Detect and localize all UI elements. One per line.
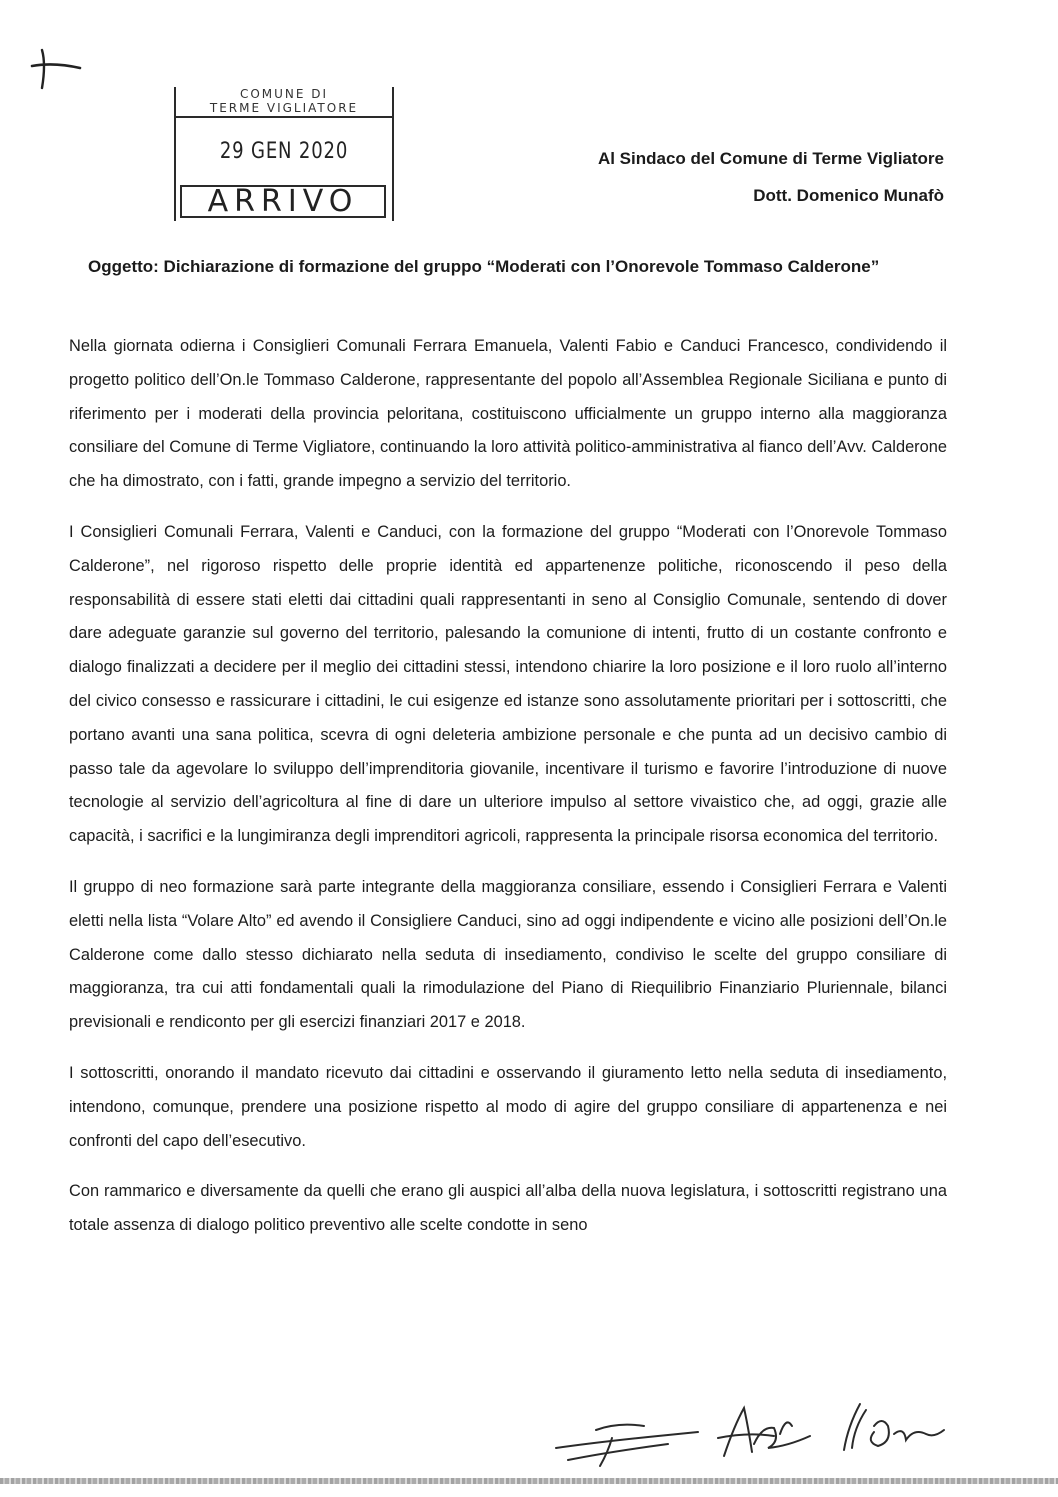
stamp-comune-label: COMUNE DI: [239, 87, 329, 101]
stamp-municipality-name: TERME VIGLIATORE: [174, 101, 394, 118]
paragraph-5: Con rammarico e diversamente da quelli che erano gli auspici all’alba della nuova legislatura, i sottoscritti registrano una totale assenza di dialogo politico preventivo alle scelte condotte in seno: [69, 1182, 947, 1235]
addressee-block: [598, 140, 944, 214]
paragraph-1: Nella giornata odierna i Consiglieri Comunali Ferrara Emanuela, Valenti Fabio e Canduci Francesco, condividendo il progetto politico dell’On.le Tommaso Calderone, rappresentante del popolo all’Assemblea Regionale Siciliana e punto di riferimento per i moderati della provincia peloritana, costituiscono ufficialmente un gruppo interno alla maggioranza consiliare del Comune di Terme Vigliatore, continuando la loro attività politico-amministrativa al fianco dell’Avv. Calderone che ha dimostrato, con i fatti, grande impegno a servizio del territorio.: [69, 337, 947, 491]
handwritten-signatures: [548, 1386, 978, 1476]
paragraph-4: I sottoscritti, onorando il mandato ricevuto dai cittadini e osservando il giuramento letto nella seduta di insediamento, intendono, comunque, prendere una posizione rispetto al modo di agire del gruppo consiliare di appartenenza e nei confronti del capo dell’esecutivo.: [69, 1063, 947, 1150]
addressee-line-1: Al Sindaco del Comune di Terme Vigliatore: [597, 149, 944, 168]
addressee-line-2: Dott. Domenico Munafò: [753, 186, 944, 205]
signature-1: [556, 1425, 698, 1466]
stamp-arrivo-label: ARRIVO: [180, 185, 386, 218]
stamp-date: 29 GEN 2020: [219, 139, 349, 164]
paragraph-2: I Consiglieri Comunali Ferrara, Valenti e Canduci, con la formazione del gruppo “Moderati con l’Onorevole Tommaso Calderone”, nel rigoroso rispetto delle proprie identità ed appartenenze politiche, riconoscendo il peso della responsabilità di essere stati eletti dai cittadini quali rappresentanti in seno al Consiglio Comunale, sentendo di dover dare adeguate garanzie sul governo del territorio, palesando la comunione di intenti, frutto di un costante confronto e dialogo finalizzati a decidere per il meglio dei cittadini stessi, intendono chiarire la loro posizione e il loro ruolo all’interno del civico consesso e rassicurare i cittadini, le cui esigenze ed istanze sono assolutamente prioritari per i sottoscritti, che portano avanti una sana politica, scevra di ogni deleteria ambizione personale e che punta ad un decisivo cambio di passo tale da agevolare lo sviluppo dell’imprenditoria giovanile, incentivare il turismo e favorire l’introduzione di nuove tecnologie al servizio dell’agricoltura al fine di dare un ulteriore impulso al settore vivaistico che, ad oggi, grazie alle capacità, i sacrifici e la lungimiranza degli imprenditori agricoli, rappresenta la principale risorsa economica del territorio.: [69, 522, 947, 846]
signature-3: [844, 1404, 944, 1450]
letter-body: [69, 330, 947, 1260]
protocol-stamp: [174, 87, 394, 221]
signature-2: [718, 1408, 810, 1456]
subject-line: Oggetto: Dichiarazione di formazione del gruppo “Moderati con l’Onorevole Tommaso Calderone”: [88, 257, 880, 276]
paragraph-3: Il gruppo di neo formazione sarà parte integrante della maggioranza consiliare, essendo i Consiglieri Ferrara e Valenti eletti nella lista “Volare Alto” ed avendo il Consigliere Canduci, sino ad oggi indipendente e vicino alle posizioni dell’On.le Calderone come dallo stesso dichiarato nella seduta di insediamento, condiviso le scelte del gruppo consiliare di maggioranza, tra cui atti fondamentali quali la rimodulazione del Piano di Riequilibrio Finanziario Pluriennale, bilanci previsionali e rendiconto per gli esercizi finanziari 2017 e 2018.: [69, 877, 947, 1032]
scan-edge-noise: [0, 1478, 1058, 1484]
handwritten-cross-mark: [28, 44, 88, 94]
